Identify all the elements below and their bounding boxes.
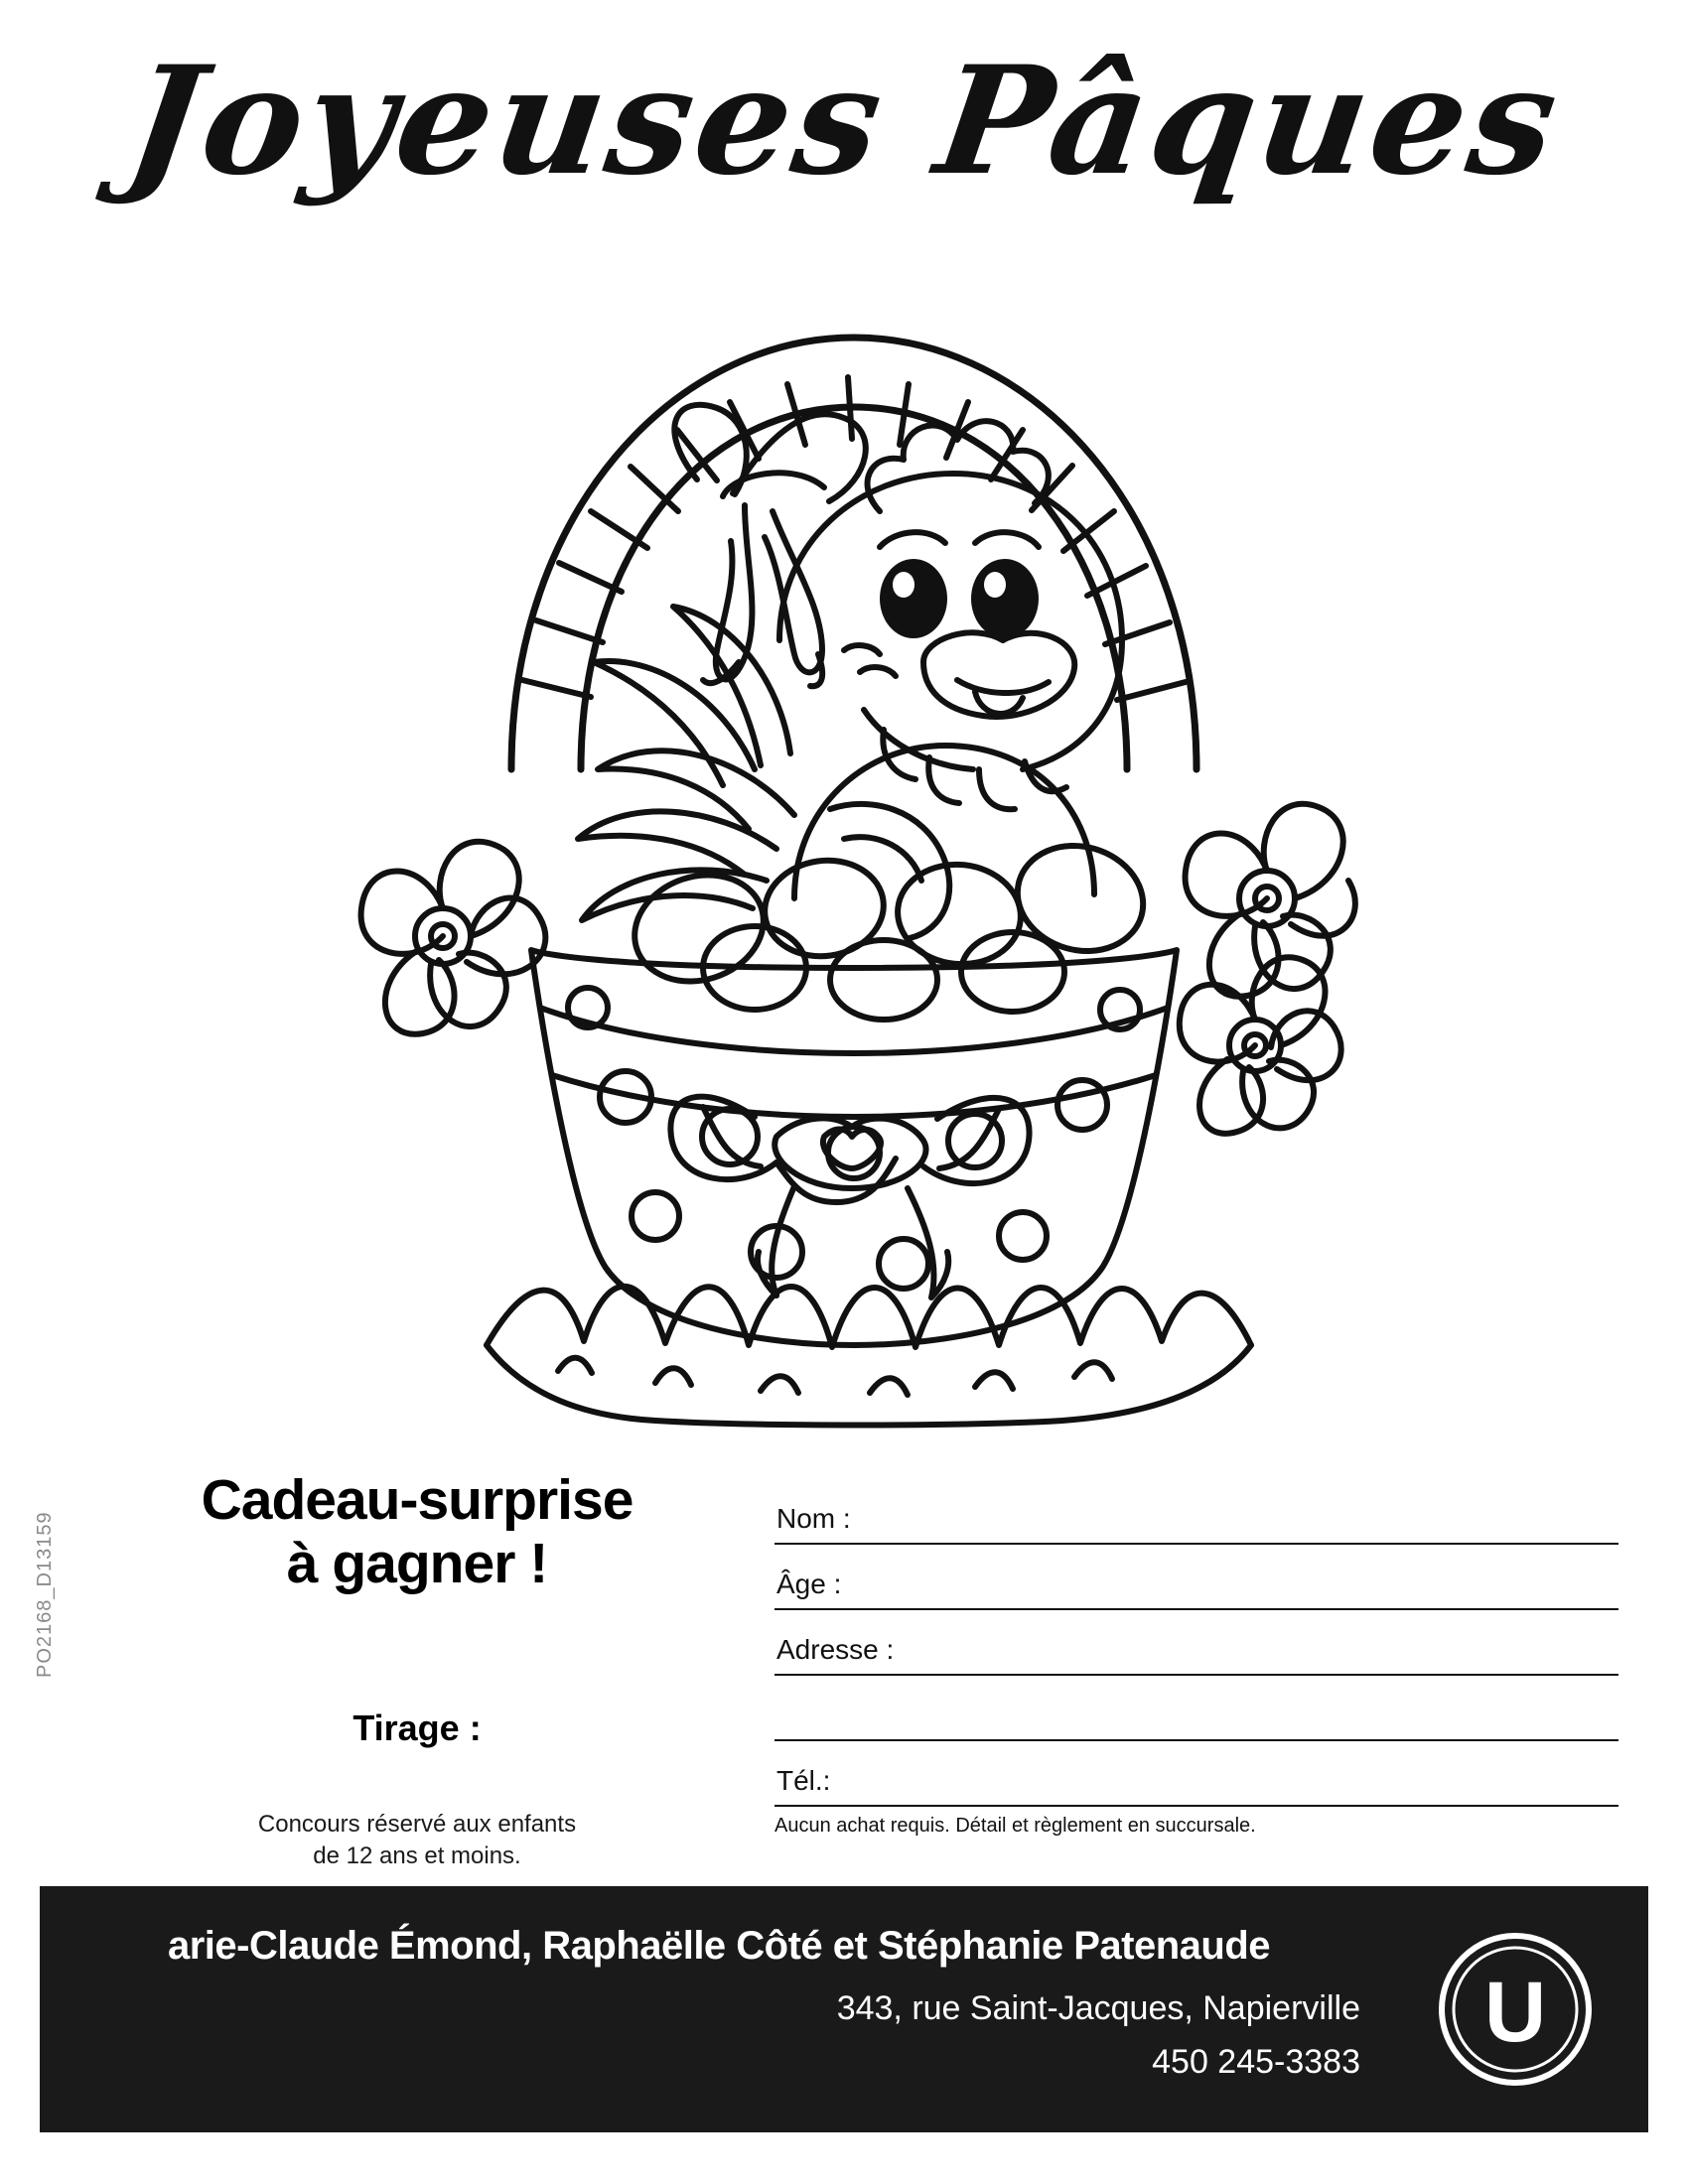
form-field-nom[interactable]	[774, 1479, 1618, 1545]
footer-bar	[40, 1886, 1648, 2132]
contest-rules	[109, 1809, 725, 1873]
logo-letter: U	[1483, 1965, 1547, 2060]
form-field-age[interactable]	[774, 1545, 1618, 1610]
form-label-age: Âge :	[776, 1569, 842, 1599]
footer-owner-names: arie-Claude Émond, Raphaëlle Côté et Stéphanie Patenaude	[167, 1924, 1271, 1968]
entry-form	[774, 1479, 1618, 1838]
prize-title-line2: à gagner !	[286, 1531, 548, 1595]
draw-label: Tirage :	[352, 1706, 482, 1748]
form-legal-text: Aucun achat requis. Détail et règlement en succursale.	[774, 1815, 1256, 1837]
form-label-tel: Tél.:	[776, 1765, 831, 1796]
document-code: PO2168_D13159	[34, 1511, 56, 1678]
form-field-adresse-line2[interactable]	[774, 1676, 1618, 1741]
form-label-nom: Nom :	[776, 1503, 851, 1534]
footer-phone: 450 245-3383	[1152, 2043, 1360, 2081]
contest-rules-line1: Concours réservé aux enfants	[257, 1810, 577, 1838]
uniprix-logo-icon	[1436, 1930, 1595, 2089]
form-field-tel[interactable]	[774, 1741, 1618, 1807]
form-label-adresse: Adresse :	[776, 1634, 895, 1665]
contest-rules-line2: de 12 ans et moins.	[313, 1843, 521, 1870]
page-title: Joyeuses Pâques	[117, 34, 1571, 208]
easter-chick-basket-illustration	[328, 213, 1380, 1430]
contest-text-block	[109, 1469, 725, 1872]
prize-title	[109, 1469, 725, 1596]
prize-title-line1: Cadeau-surprise	[201, 1468, 633, 1532]
form-field-adresse[interactable]	[774, 1610, 1618, 1676]
footer-address: 343, rue Saint-Jacques, Napierville	[836, 1989, 1360, 2027]
